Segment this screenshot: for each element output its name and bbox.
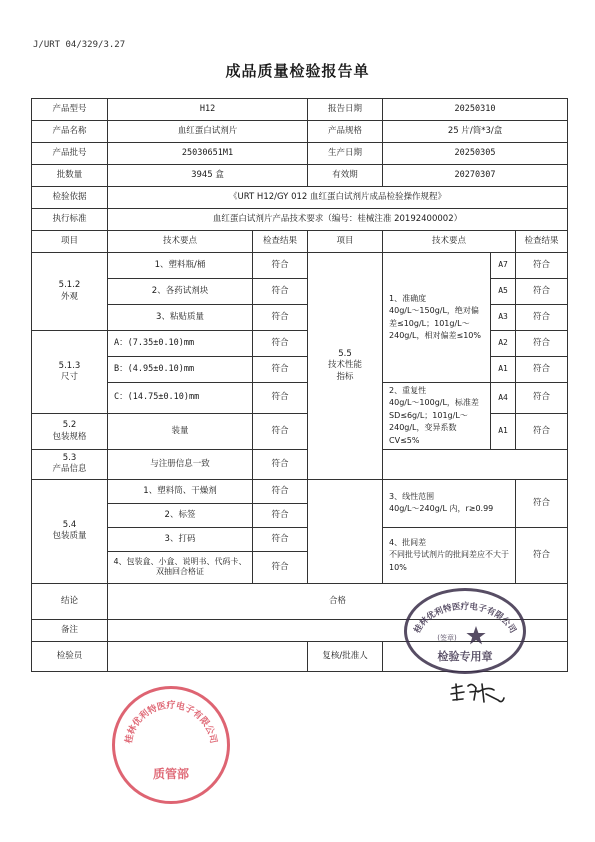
- row-column-headers: [32, 231, 568, 253]
- rep-result-1: 符合: [516, 383, 568, 414]
- result-size-c: 符合: [253, 383, 308, 414]
- row-name: [32, 121, 568, 143]
- qc-seal-org: 桂林优利特医疗电子有限公司: [124, 701, 218, 745]
- acc-result-4: 符合: [516, 331, 568, 357]
- inspection-seal-org: 桂林优利特医疗电子有限公司: [412, 601, 518, 636]
- svg-text:桂林优利特医疗电子有限公司: [122, 699, 220, 744]
- qc-seal-dept: 质管部: [152, 767, 190, 781]
- result-pkg-spec: 符合: [253, 414, 308, 450]
- value-report-date: 20250310: [383, 99, 568, 121]
- label-basis: 检验依据: [32, 187, 108, 209]
- tech-linearity: 3、线性范围 40g/L～240g/L 内，r≥0.99: [383, 479, 516, 527]
- value-inspector: [108, 641, 308, 671]
- rep-code-2: A1: [491, 414, 516, 450]
- tech-pq2: 2、标签: [108, 503, 253, 527]
- value-standard: 血红蛋白试剂片产品技术要求（编号：桂械注准 20192400002）: [108, 209, 568, 231]
- label-batch-qty: 批数量: [32, 165, 108, 187]
- acc-result-5: 符合: [516, 357, 568, 383]
- item-appearance: 5.1.2 外观: [32, 253, 108, 331]
- result-pq2: 符合: [253, 503, 308, 527]
- result-adhesion: 符合: [253, 305, 308, 331]
- reviewer-signature: [448, 680, 508, 710]
- row-11: [32, 527, 568, 551]
- row-qty: [32, 165, 568, 187]
- signature-strokes: [448, 680, 508, 706]
- perf-continued: [308, 479, 383, 583]
- tech-pq4: 4、包装盒、小盒、说明书、代码卡、双抽回合格证: [108, 551, 253, 583]
- result-pq3: 符合: [253, 527, 308, 551]
- value-reviewer: [383, 641, 568, 671]
- inspection-seal-text: 检验专用章: [437, 650, 493, 663]
- result-pq1: 符合: [253, 479, 308, 503]
- tech-size-b: B：(4.95±0.10)mm: [108, 357, 253, 383]
- qc-department-seal: [112, 686, 230, 804]
- label-conclusion: 结论: [32, 583, 108, 619]
- label-prod-date: 生产日期: [308, 143, 383, 165]
- report-title: 成品质量检验报告单: [225, 62, 370, 80]
- value-expiry: 20270307: [383, 165, 568, 187]
- value-batch-no: 25030651M1: [108, 143, 308, 165]
- row-9: [32, 479, 568, 503]
- result-pkg-clean: 符合: [253, 279, 308, 305]
- label-report-date: 报告日期: [308, 99, 383, 121]
- perf-spacer: [383, 449, 568, 479]
- rep-code-1: A4: [491, 383, 516, 414]
- row-remark: [32, 619, 568, 641]
- col-result: 检查结果: [253, 231, 308, 253]
- tech-batch-diff: 4、批间差 不同批号试剂片的批间差应不大于 10%: [383, 527, 516, 583]
- value-prod-date: 20250305: [383, 143, 568, 165]
- label-product-model: 产品型号: [32, 99, 108, 121]
- label-expiry: 有效期: [308, 165, 383, 187]
- acc-code-5: A1: [491, 357, 516, 383]
- tech-accuracy: 1、准确度 40g/L～150g/L，绝对偏差≤10g/L；101g/L～240g/L，相对偏差≤10%: [383, 253, 491, 383]
- row-8: [32, 449, 568, 479]
- acc-result-1: 符合: [516, 253, 568, 279]
- col-tech-2: 技术要点: [383, 231, 516, 253]
- label-product-name: 产品名称: [32, 121, 108, 143]
- col-result-2: 检查结果: [516, 231, 568, 253]
- item-size: 5.1.3 尺寸: [32, 331, 108, 414]
- tech-pkg-damage: 1、塑料瓶/桶: [108, 253, 253, 279]
- result-size-a: 符合: [253, 331, 308, 357]
- row-standard: [32, 209, 568, 231]
- tech-pq3: 3、打码: [108, 527, 253, 551]
- label-remark: 备注: [32, 619, 108, 641]
- qc-seal-ring-text: [112, 686, 230, 804]
- acc-code-4: A2: [491, 331, 516, 357]
- col-tech: 技术要点: [108, 231, 253, 253]
- acc-result-2: 符合: [516, 279, 568, 305]
- label-standard: 执行标准: [32, 209, 108, 231]
- label-inspector: 检验员: [32, 641, 108, 671]
- value-batch-qty: 3945 盒: [108, 165, 308, 187]
- tech-prod-info: 与注册信息一致: [108, 449, 253, 479]
- value-product-spec: 25 片/筒*3/盒: [383, 121, 568, 143]
- row-batch: [32, 143, 568, 165]
- tech-pq1: 1、塑料筒、干燥剂: [108, 479, 253, 503]
- inspection-table: [31, 98, 568, 672]
- row-conclusion: [32, 583, 568, 619]
- acc-result-3: 符合: [516, 305, 568, 331]
- value-remark: [108, 619, 568, 641]
- row-1: [32, 253, 568, 279]
- label-batch-no: 产品批号: [32, 143, 108, 165]
- inspection-seal-mark: (签章): [437, 634, 457, 642]
- acc-code-3: A3: [491, 305, 516, 331]
- item-pkg-spec: 5.2 包装规格: [32, 414, 108, 450]
- col-item-2: 项目: [308, 231, 383, 253]
- item-performance: 5.5 技术性能 指标: [308, 253, 383, 480]
- result-pkg-damage: 符合: [253, 253, 308, 279]
- item-prod-info: 5.3 产品信息: [32, 449, 108, 479]
- value-product-name: 血红蛋白试剂片: [108, 121, 308, 143]
- row-model: [32, 99, 568, 121]
- result-batch-diff: 符合: [516, 527, 568, 583]
- tech-pkg-spec: 装量: [108, 414, 253, 450]
- document-number: J/URT 04/329/3.27: [33, 40, 126, 50]
- row-6: [32, 383, 568, 414]
- acc-code-2: A5: [491, 279, 516, 305]
- row-basis: [32, 187, 568, 209]
- item-pkg-quality: 5.4 包装质量: [32, 479, 108, 583]
- rep-result-2: 符合: [516, 414, 568, 450]
- result-pq4: 符合: [253, 551, 308, 583]
- label-reviewer: 复核/批准人: [308, 641, 383, 671]
- tech-size-a: A：(7.35±0.10)mm: [108, 331, 253, 357]
- tech-repeatability: 2、重复性 40g/L～100g/L，标准差 SD≤6g/L；101g/L～240g/L，变异系数 CV≤5%: [383, 383, 491, 450]
- tech-pkg-clean: 2、各药试剂块: [108, 279, 253, 305]
- value-basis: 《URT H12/GY 012 血红蛋白试剂片成品检验操作规程》: [108, 187, 568, 209]
- acc-code-1: A7: [491, 253, 516, 279]
- tech-size-c: C：(14.75±0.10)mm: [108, 383, 253, 414]
- value-conclusion: 合格: [108, 583, 568, 619]
- value-product-model: H12: [108, 99, 308, 121]
- col-item: 项目: [32, 231, 108, 253]
- row-signoff: [32, 641, 568, 671]
- label-product-spec: 产品规格: [308, 121, 383, 143]
- result-prod-info: 符合: [253, 449, 308, 479]
- tech-adhesion: 3、粘贴质量: [108, 305, 253, 331]
- result-size-b: 符合: [253, 357, 308, 383]
- result-linearity: 符合: [516, 479, 568, 527]
